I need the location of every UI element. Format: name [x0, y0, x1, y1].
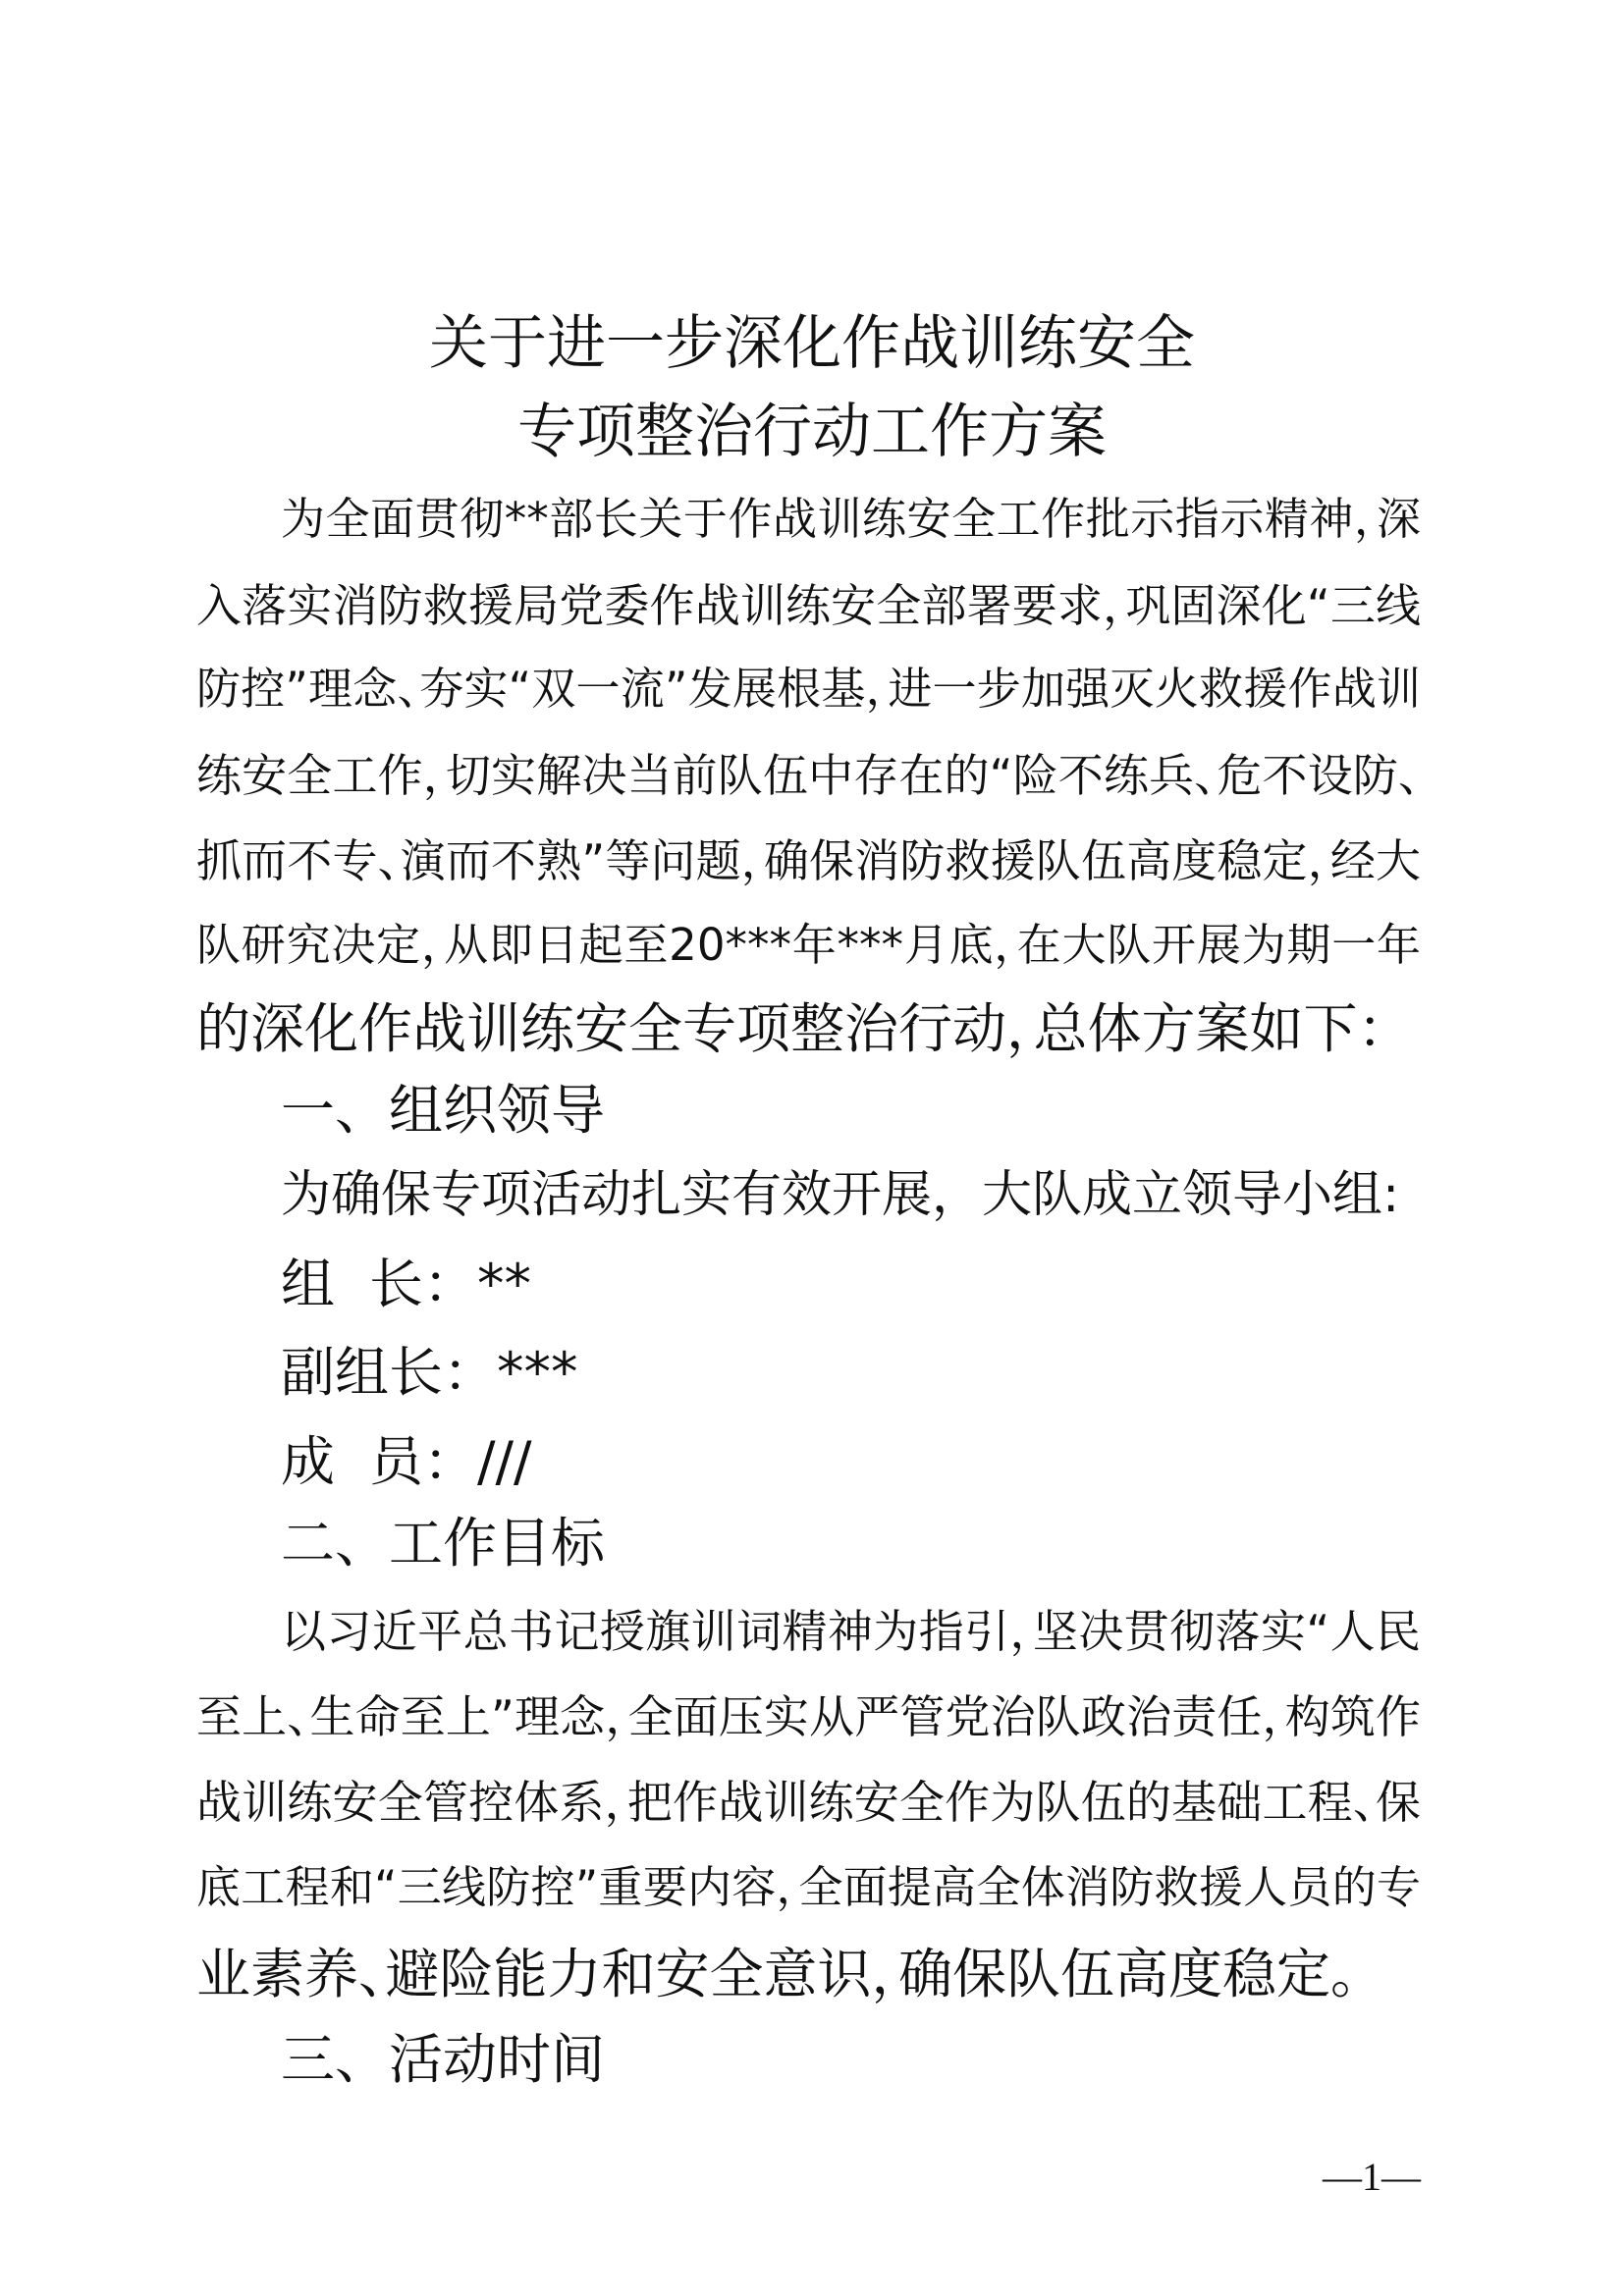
page-number: —1—	[1323, 2155, 1421, 2199]
paragraph-line: 练安全工作，切实解决当前队伍中存在的“险不练兵、危不设防、	[196, 749, 1421, 802]
paragraph-line: 以习近平总书记授旗训词精神为指引，坚决贯彻落实“人民	[281, 1605, 1421, 1658]
paragraph-line: 为全面贯彻**部长关于作战训练安全工作批示指示精神，深	[281, 493, 1421, 545]
paragraph-line: 队研究决定，从即日起至20***年***月底，在大队开展为期一年	[196, 919, 1421, 971]
leader-line: 组 长：**	[281, 1253, 531, 1315]
section-heading: 二、工作目标	[281, 1512, 606, 1575]
section-heading: 一、组织领导	[281, 1079, 606, 1142]
paragraph-line: 的深化作战训练安全专项整治行动，总体方案如下：	[196, 997, 1385, 1060]
title-line: 专项整治行动工作方案	[517, 398, 1107, 466]
title-line: 关于进一步深化作战训练安全	[429, 309, 1195, 378]
paragraph-line: 业素养、避险能力和安全意识，确保队伍高度稳定。	[196, 1943, 1358, 2005]
deputy-line: 副组长：***	[281, 1341, 578, 1404]
section-text: 为确保专项活动扎实有效开展，大队成立领导小组:	[281, 1166, 1400, 1224]
paragraph-line: 战训练安全管控体系，把作战训练安全作为队伍的基础工程、保	[196, 1776, 1421, 1829]
paragraph-line: 入落实消防救援局党委作战训练安全部署要求，巩固深化“三线	[196, 579, 1421, 632]
paragraph-line: 防控”理念、夯实“双一流”发展根基，进一步加强灭火救援作战训	[196, 663, 1421, 715]
section-heading-time: 三、活动时间	[281, 2028, 606, 2091]
paragraph-line: 底工程和“三线防控”重要内容，全面提高全体消防救援人员的专	[196, 1861, 1421, 1913]
members-line: 成 员：///	[281, 1430, 532, 1493]
paragraph-line: 至上、生命至上”理念，全面压实从严管党治队政治责任，构筑作	[196, 1690, 1421, 1743]
paragraph-line: 抓而不专、演而不熟”等问题，确保消防救援队伍高度稳定，经大	[196, 834, 1421, 887]
